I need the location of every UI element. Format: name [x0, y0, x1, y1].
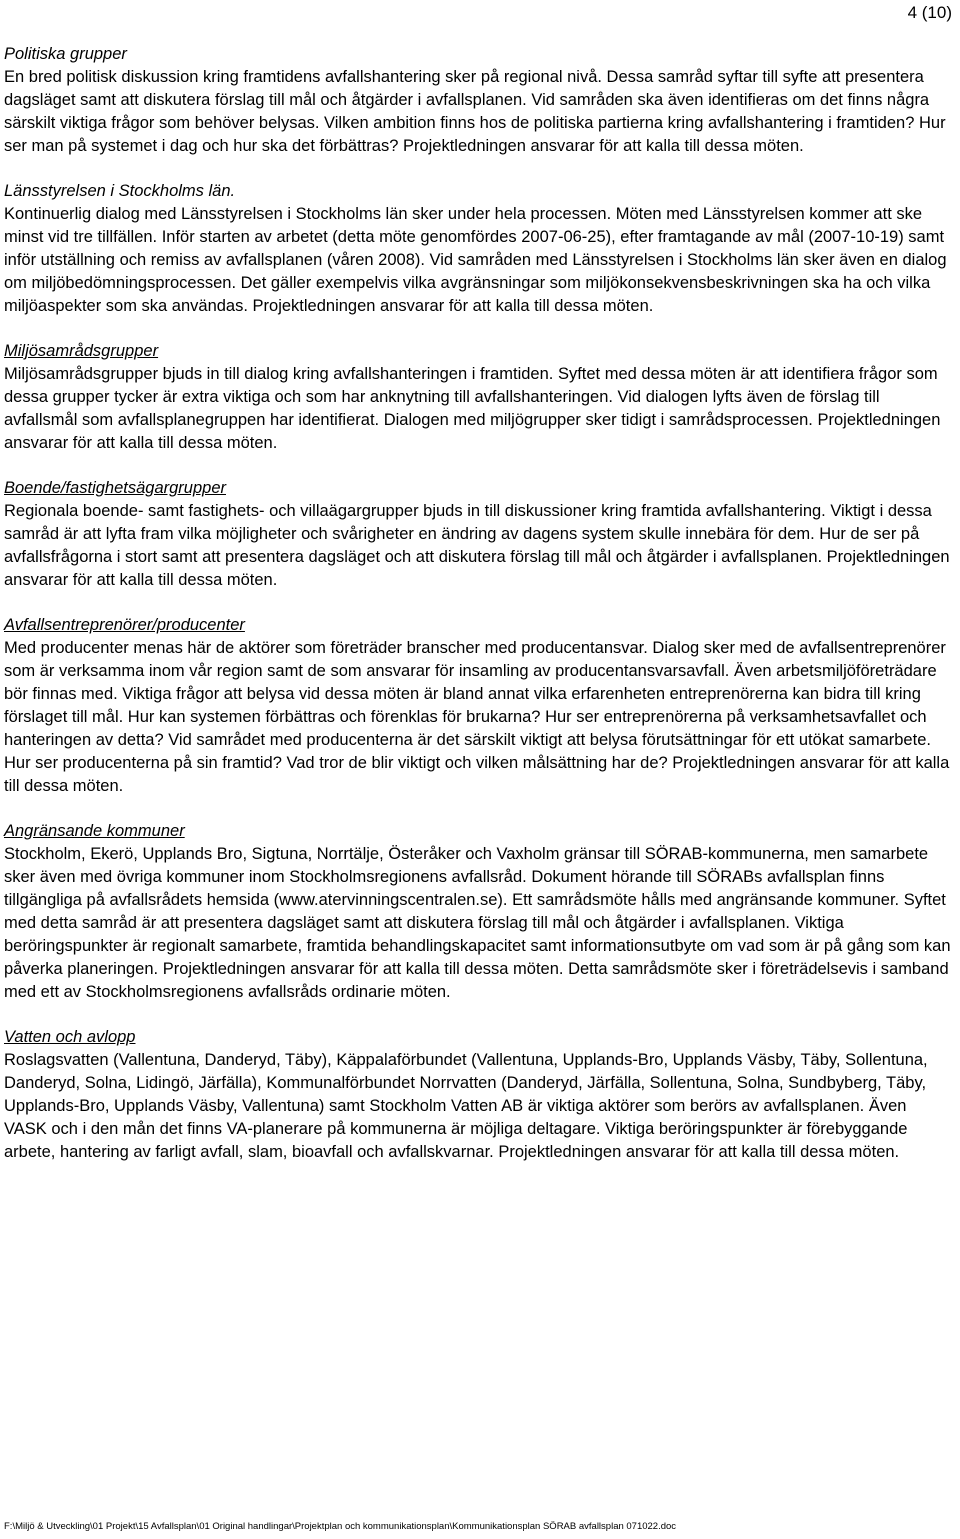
- section-heading: Avfallsentreprenörer/producenter: [4, 616, 245, 634]
- section-body: Regionala boende- samt fastighets- och villaägargrupper bjuds in till diskussioner kring framtida avfallshantering. Viktigt i dessa samråd är att lyfta fram vilka möjligheter och svårigheter en ändring av dagens system skulle innebära för dem. Hur de ser på avfallsfrågorna i stort samt att presentera dagsläget och att diskutera förslag till mål och åtgärder i avfallsplanen. Projektledningen ansvarar för att kalla till dessa möten.: [4, 502, 950, 589]
- section-politiska-grupper: [4, 43, 952, 158]
- section-body: Med producenter menas här de aktörer som företräder branscher med producentansvar. Dialog sker med de avfallsentreprenörer som är verksamma inom vår region samt de som ansvarar för insamling av producentansvarsavfall. Även arbetsmiljöföreträdare bör finnas med. Viktiga frågor att belysa vid dessa möten är bland annat vilka erfarenheten entreprenörerna kan bidra till kring förslaget till mål. Hur kan systemen förbättras och förenklas för brukarna? Hur ser entreprenörerna på verksamhetsavfallet och hanteringen av detta? Vid samrådet med producenterna är det särskilt viktigt att belysa förutsättningar för ett utökat samarbete. Hur ser producenterna på sin framtid? Vad tror de blir viktigt och vilken målsättning har de? Projektledningen ansvarar för att kalla till dessa möten.: [4, 639, 950, 795]
- section-body: En bred politisk diskussion kring framtidens avfallshantering sker på regional nivå. Dessa samråd syftar till syfte att presentera dagsläget samt att diskutera förslag till mål och åtgärder i avfallsplanen. Vid samråden ska även identifieras om det finns några särskilt viktiga frågor som behöver belysas. Vilken ambition finns hos de politiska partierna kring avfallshantering i framtiden? Hur ser man på systemet i dag och hur ska det förbättras? Projektledningen ansvarar för att kalla till dessa möten.: [4, 68, 946, 155]
- section-body: Miljösamrådsgrupper bjuds in till dialog kring avfallshanteringen i framtiden. Syftet med dessa möten är att identifiera frågor som dessa grupper tycker är extra viktiga och som har anknytning till avfallshanteringen. Vid dialogen lyfts även de förslag till avfallsmål som avfallsplanegruppen har identifierat. Dialogen med miljögrupper sker tidigt i samrådsprocessen. Projektledningen ansvarar för att kalla till dessa möten.: [4, 365, 941, 452]
- section-heading: Länsstyrelsen i Stockholms län.: [4, 182, 236, 200]
- section-heading: Boende/fastighetsägargrupper: [4, 479, 226, 497]
- section-body: Stockholm, Ekerö, Upplands Bro, Sigtuna, Norrtälje, Österåker och Vaxholm gränsar till SÖRAB-kommunerna, men samarbete sker även med övriga kommuner inom Stockholmsregionens avfallsråd. Dokument hörande till SÖRABs avfallsplan finns tillgängliga på avfallsrådets hemsida (www.atervinningscentralen.se). Ett samrådsmöte hålls med angränsande kommuner. Syftet med detta samråd är att presentera dagsläget samt att diskutera förslag till mål och åtgärder i avfallsplanen. Viktiga beröringspunkter är regionalt samarbete, framtida behandlingskapacitet samt informationsutbyte om vad som är på gång som kan påverka planeringen. Projektledningen ansvarar för att kalla till dessa möten. Detta samrådsmöte sker i företrädelsevis i samband med ett av Stockholmsregionens avfallsråds ordinarie möten.: [4, 845, 951, 1001]
- section-miljosamradsgrupper: [4, 340, 952, 455]
- document-body: [4, 43, 952, 1186]
- section-boende-fastighetsagargrupper: [4, 477, 952, 592]
- section-heading: Vatten och avlopp: [4, 1028, 136, 1046]
- section-angransande-kommuner: [4, 820, 952, 1004]
- section-lansstyrelsen: [4, 180, 952, 318]
- section-body: Roslagsvatten (Vallentuna, Danderyd, Täby), Käppalaförbundet (Vallentuna, Upplands-Bro, Upplands Väsby, Täby, Sollentuna, Danderyd, Solna, Lidingö, Järfälla), Kommunalförbundet Norrvatten (Danderyd, Järfälla, Sollentuna, Solna, Sundbyberg, Täby, Upplands-Bro, Upplands Väsby, Vallentuna) samt Stockholm Vatten AB är viktiga aktörer som berörs av avfallsplanen. Även VASK och i den mån det finns VA-planerare på kommunerna är möjliga deltagare. Viktiga beröringspunkter är förebyggande arbete, hantering av farligt avfall, slam, bioavfall och avfallskvarnar. Projektledningen ansvarar för att kalla till dessa möten.: [4, 1051, 928, 1161]
- page-number: 4 (10): [907, 3, 952, 22]
- section-heading: Miljösamrådsgrupper: [4, 342, 159, 360]
- section-heading: Angränsande kommuner: [4, 822, 185, 840]
- section-avfallsentreprenorer: [4, 614, 952, 798]
- section-heading: Politiska grupper: [4, 45, 127, 63]
- section-vatten-och-avlopp: [4, 1026, 952, 1164]
- file-path-footer: F:\Miljö & Utveckling\01 Projekt\15 Avfallsplan\01 Original handlingar\Projektplan och kommunikationsplan\Kommunikationsplan SÖRAB avfallsplan 071022.doc: [4, 1521, 677, 1532]
- section-body: Kontinuerlig dialog med Länsstyrelsen i Stockholms län sker under hela processen. Möten med Länsstyrelsen kommer att ske minst vid tre tillfällen. Inför starten av arbetet (detta möte genomfördes 2007-06-25), efter framtagande av mål (2007-10-19) samt inför utställning och remiss av avfallsplanen (våren 2008). Vid samråden med Länsstyrelsen i Stockholms län sker även en dialog om miljöbedömningsprocessen. Det gäller exempelvis vilka avgränsningar som miljökonsekvensbeskrivningen ska ha och vilka miljöaspekter som ska användas. Projektledningen ansvarar för att kalla till dessa möten.: [4, 205, 947, 315]
